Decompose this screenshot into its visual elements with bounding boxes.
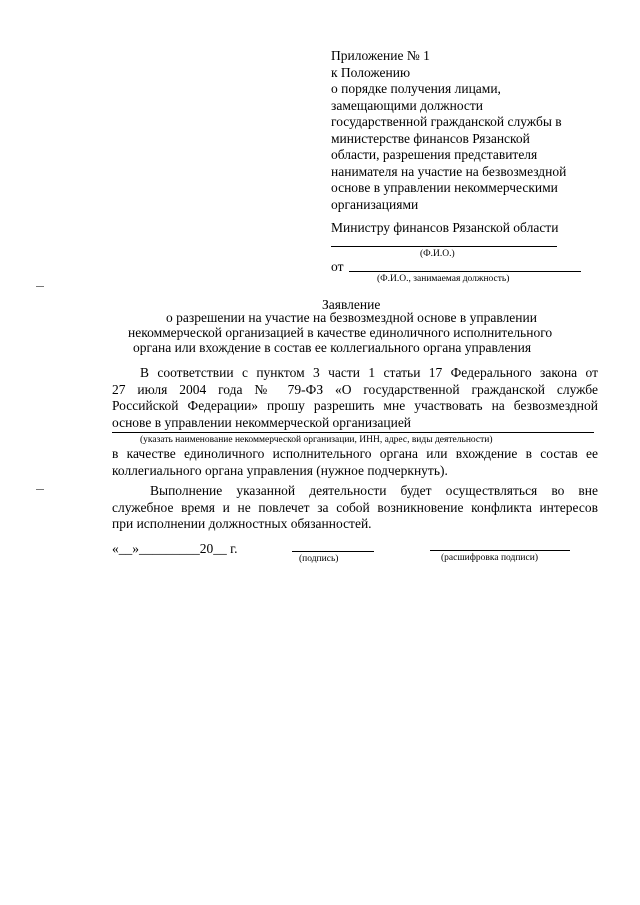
- title-line: о разрешении на участие на безвозмездной основе в управлении: [166, 310, 537, 325]
- scan-mark: [36, 489, 44, 490]
- from-line[interactable]: [349, 271, 581, 272]
- header-line: к Положению: [331, 64, 411, 80]
- header-line: организациями: [331, 196, 419, 212]
- header-line: государственной гражданской службы в: [331, 114, 562, 129]
- header-line: министерстве финансов Рязанской: [331, 130, 530, 146]
- decoding-caption: (расшифровка подписи): [441, 553, 538, 563]
- paragraph-line: при исполнении должностных обязанностей.: [112, 516, 372, 531]
- document-heading: Заявление: [322, 297, 381, 312]
- paragraph-line: Российской Федерации» прошу разрешить мне участвовать на безвозмездной: [112, 398, 598, 413]
- title-line: некоммерческой организацией в качестве единоличного исполнительного: [128, 325, 553, 340]
- scan-mark: [36, 286, 44, 287]
- signature-caption: (подпись): [299, 554, 339, 564]
- decoding-line[interactable]: [430, 550, 570, 551]
- header-line: области, разрешения представителя: [331, 147, 538, 162]
- paragraph-line: основе в управлении некоммерческой организацией: [112, 414, 412, 430]
- organization-line[interactable]: [112, 432, 594, 433]
- paragraph-request: [112, 365, 598, 431]
- fio-caption: (Ф.И.О.): [420, 249, 455, 259]
- fio-line[interactable]: [331, 246, 557, 247]
- paragraph-line: в качестве единоличного исполнительного органа или вхождение в состав ее: [112, 446, 598, 461]
- paragraph-line: коллегиального органа управления (нужное подчеркнуть).: [112, 462, 448, 478]
- appendix-header: [331, 48, 566, 213]
- header-line: основе в управлении некоммерческими: [331, 180, 558, 195]
- header-line: замещающими должности: [331, 97, 484, 113]
- organization-caption: (указать наименование некоммерческой организации, ИНН, адрес, виды деятельности): [140, 435, 493, 445]
- from-label: от: [331, 259, 344, 274]
- header-line: Приложение № 1: [331, 48, 430, 63]
- paragraph-line: 27 июля 2004 года № 79-ФЗ «О государственной гражданской службе: [112, 381, 598, 397]
- from-caption: (Ф.И.О., занимаемая должность): [377, 274, 510, 284]
- paragraph-line: служебное время и не повлечет за собой возникновение конфликта интересов: [112, 499, 598, 515]
- paragraph-role: [112, 446, 598, 479]
- paragraph-conflict: [112, 483, 598, 533]
- date-field[interactable]: «__»_________20__ г.: [112, 541, 238, 556]
- header-line: нанимателя на участие на безвозмездной: [331, 163, 567, 179]
- signature-line[interactable]: [292, 551, 374, 552]
- paragraph-line: В соответствии с пунктом 3 части 1 статьи 17 Федерального закона от: [140, 365, 598, 380]
- header-line: о порядке получения лицами,: [331, 81, 501, 96]
- paragraph-line: Выполнение указанной деятельности будет осуществляться во вне: [150, 483, 598, 498]
- title-line: органа или вхождение в состав ее коллегиального органа управления: [133, 340, 532, 355]
- addressee-to: Министру финансов Рязанской области: [331, 220, 559, 235]
